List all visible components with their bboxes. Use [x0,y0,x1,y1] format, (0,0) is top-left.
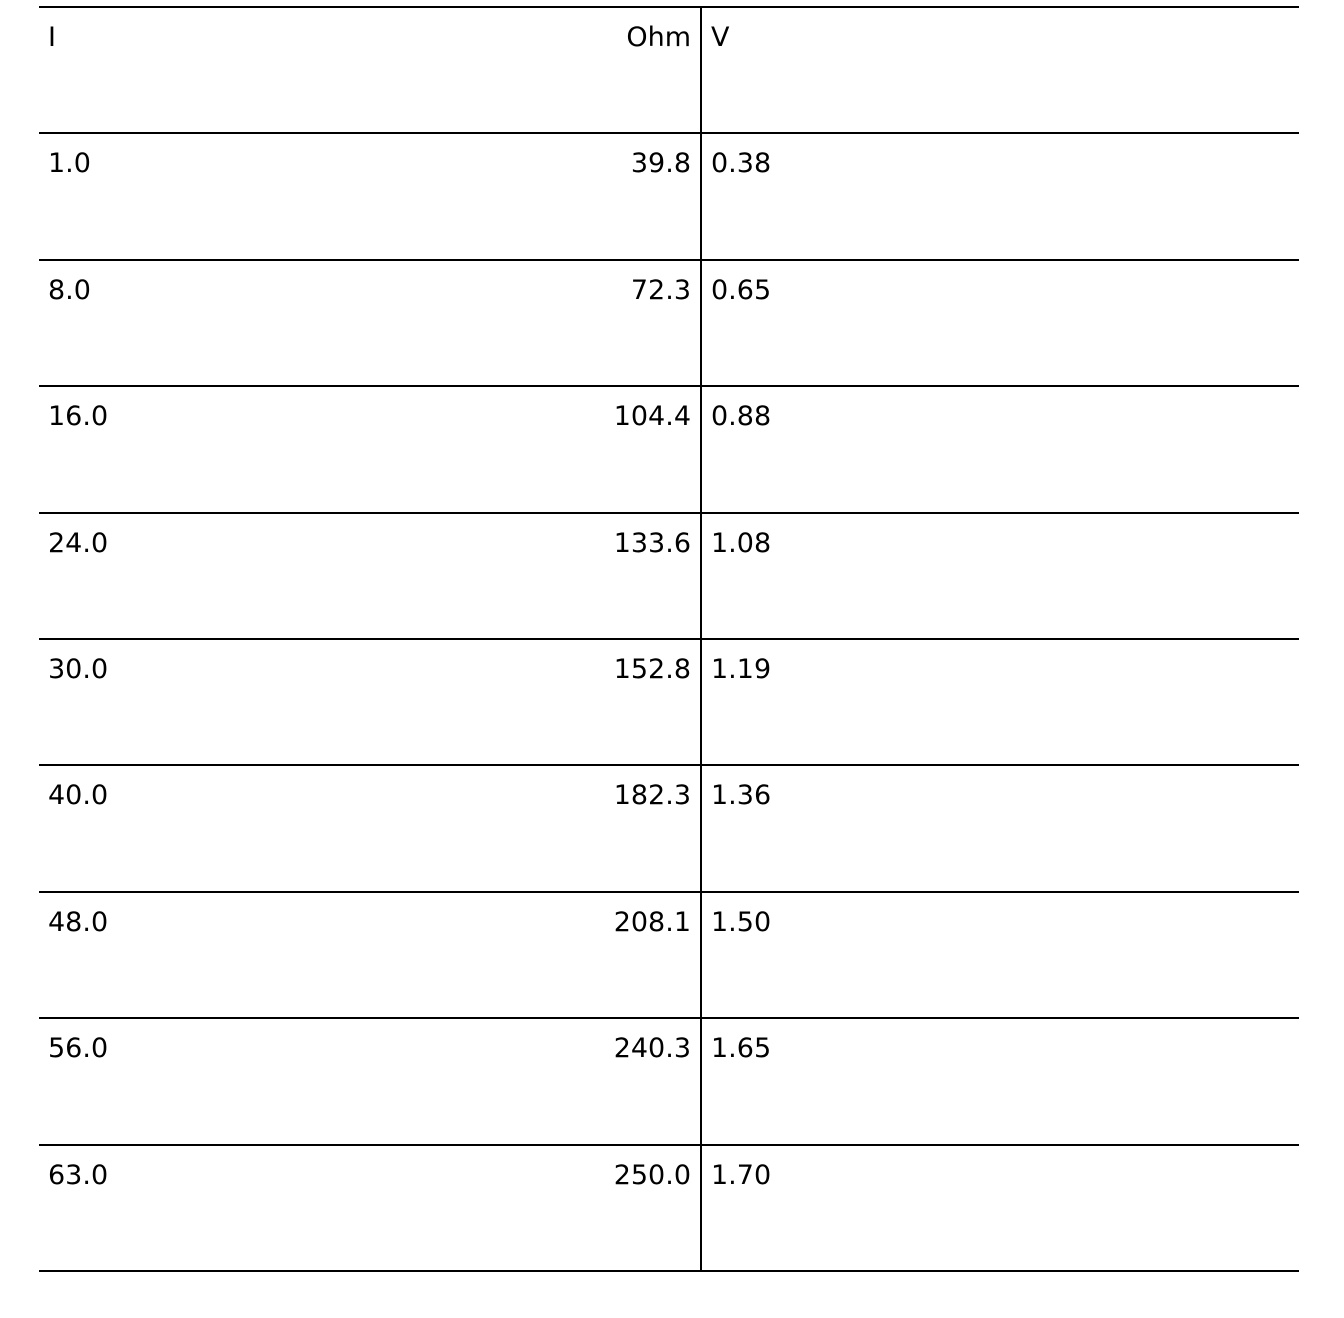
table-row [39,513,1299,639]
table-row [39,260,1299,386]
cell-v: 1.08 [701,513,1299,639]
cell-i: 63.0 [39,1145,370,1271]
cell-i: 48.0 [39,892,370,1018]
header-row [39,7,1299,133]
table-row [39,892,1299,1018]
cell-v: 0.65 [701,260,1299,386]
cell-i: 8.0 [39,260,370,386]
cell-ohm: 133.6 [370,513,701,639]
cell-ohm: 240.3 [370,1018,701,1144]
header-v: V [701,7,1299,133]
cell-i: 30.0 [39,639,370,765]
table-row [39,386,1299,512]
cell-ohm: 72.3 [370,260,701,386]
table-row [39,639,1299,765]
header-i: I [39,7,370,133]
header-ohm: Ohm [370,7,701,133]
data-table [39,6,1299,1272]
cell-ohm: 250.0 [370,1145,701,1271]
cell-v: 1.36 [701,765,1299,891]
cell-v: 0.88 [701,386,1299,512]
table-row [39,1145,1299,1271]
cell-ohm: 152.8 [370,639,701,765]
cell-v: 1.50 [701,892,1299,1018]
cell-ohm: 208.1 [370,892,701,1018]
cell-ohm: 182.3 [370,765,701,891]
cell-v: 1.70 [701,1145,1299,1271]
cell-i: 24.0 [39,513,370,639]
cell-v: 0.38 [701,133,1299,259]
cell-i: 16.0 [39,386,370,512]
cell-i: 40.0 [39,765,370,891]
cell-ohm: 104.4 [370,386,701,512]
table-row [39,765,1299,891]
table-header [39,7,1299,133]
cell-i: 56.0 [39,1018,370,1144]
cell-v: 1.65 [701,1018,1299,1144]
cell-ohm: 39.8 [370,133,701,259]
table-body [39,133,1299,1271]
cell-v: 1.19 [701,639,1299,765]
table-row [39,133,1299,259]
cell-i: 1.0 [39,133,370,259]
table-row [39,1018,1299,1144]
